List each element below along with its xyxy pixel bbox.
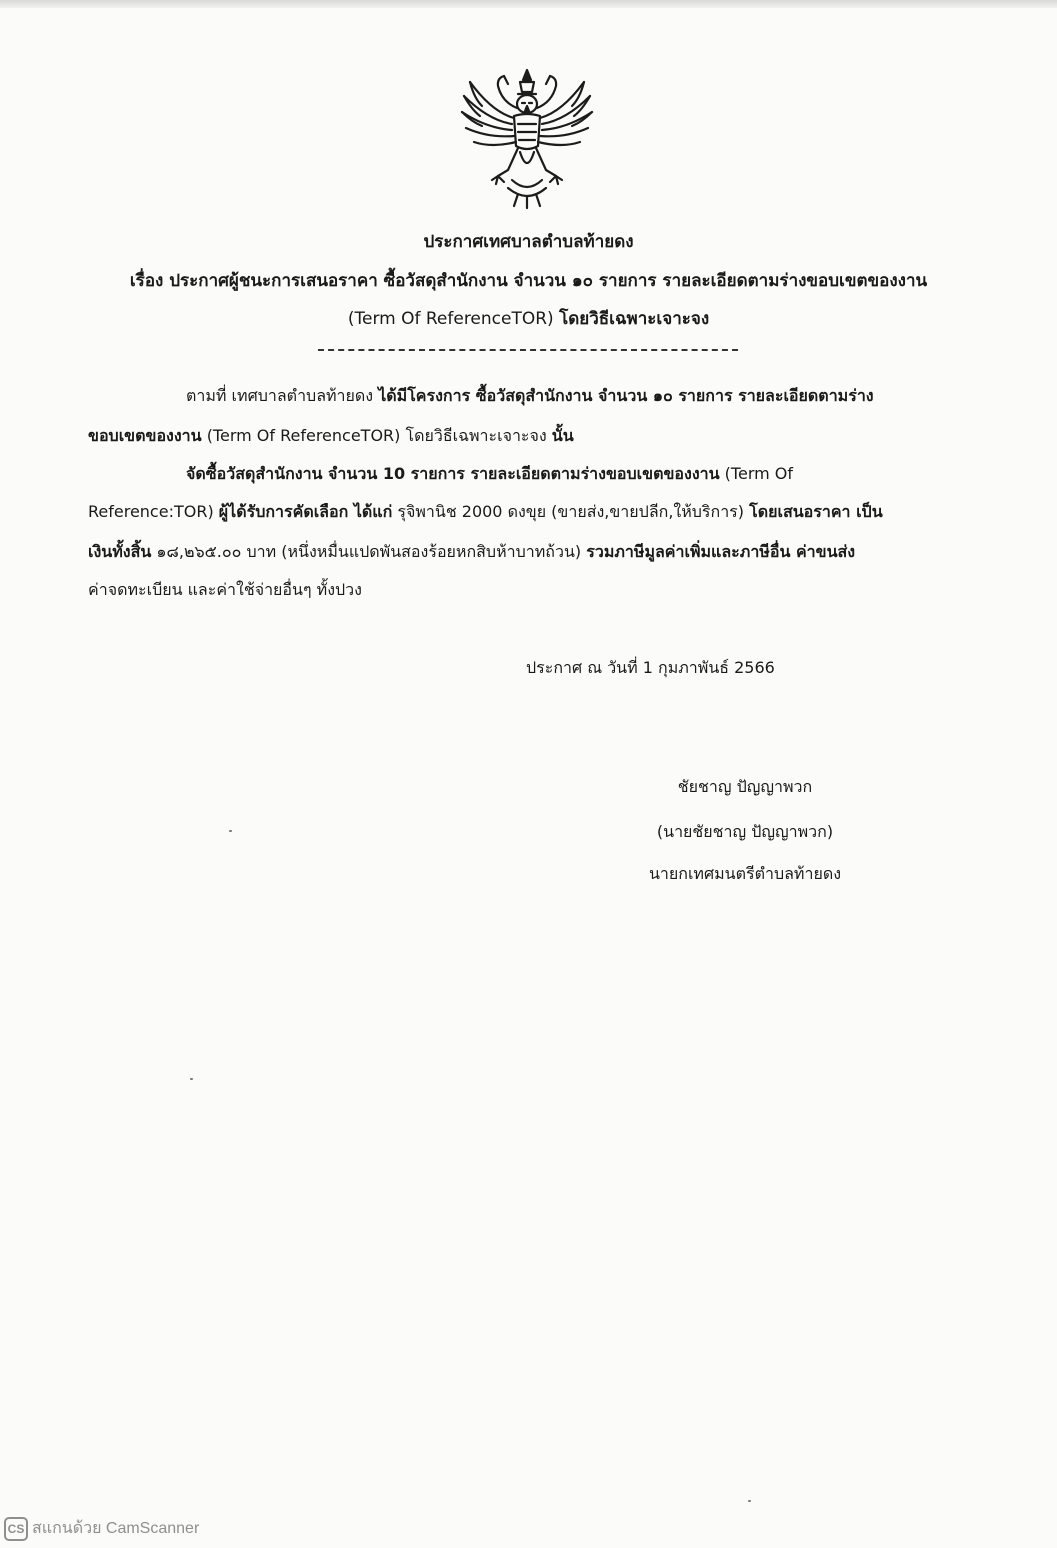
paragraph2-line2 [88,500,883,525]
p2-vendor: รุจิพานิช 2000 ดงขุย (ขายส่ง,ขายปลีก,ให้บริการ) [397,502,745,521]
signatory-position: นายกเทศมนตรีตำบลท้ายดง [648,864,842,883]
scan-top-edge [0,0,1057,8]
announcement-subject-line2 [0,305,1057,332]
subject-tor-text: (Term Of ReferenceTOR) [347,309,554,329]
announcement-title: ประกาศเทศบาลตำบลท้ายดง [423,232,634,252]
printed-name: (นายชัยชาญ ปัญญาพวก) [656,822,834,841]
p2-selected-label: ผู้ได้รับการคัดเลือก ได้แก่ [218,502,393,521]
p1-scope: ขอบเขตของงาน [88,426,202,445]
announcement-date: ประกาศ ณ วันที่ 1 กุมภาพันธ์ 2566 [526,658,775,677]
signed-name: ชัยชาญ ปัญญาพวก [677,777,813,796]
paragraph2-line4: ค่าจดทะเบียน และค่าใช้จ่ายอื่นๆ ทั้งปวง [88,580,362,599]
scan-speck [190,1078,193,1080]
p2-offer-label: โดยเสนอราคา เป็น [749,502,883,521]
p2-amount: ๑๘,๒๖๕.๐๐ บาท (หนึ่งหมื่นแปดพันสองร้อยหกสิบห้าบาทถ้วน) [156,542,582,561]
title-divider [318,349,738,351]
p1-intro: ตามที่ เทศบาลตำบลท้ายดง [186,386,374,405]
p2-reference: Reference:TOR) [88,502,214,521]
paragraph2-line1 [186,462,793,487]
p2-purchase: จัดซื้อวัสดุสำนักงาน จำนวน 10 รายการ รายละเอียดตามร่างขอบเขตของงาน [186,464,720,483]
subject-method-text: โดยวิธีเฉพาะเจาะจง [559,309,710,329]
p2-total-label: เงินทั้งสิ้น [88,542,152,561]
scan-speck [229,830,232,832]
camscanner-text: สแกนด้วย CamScanner [32,1520,200,1537]
camscanner-logo: CS [4,1517,28,1541]
garuda-emblem [452,62,602,212]
announcement-subject: เรื่อง ประกาศผู้ชนะการเสนอราคา ซื้อวัสดุสำนักงาน จำนวน ๑๐ รายการ รายละเอียดตามร่างขอบเขตของงาน [129,271,928,291]
scan-speck [748,1500,751,1502]
p1-end: นั้น [551,426,574,445]
p1-project: ได้มีโครงการ ซื้อวัสดุสำนักงาน จำนวน ๑๐ รายการ รายละเอียดตามร่าง [378,386,874,405]
p2-term-of: (Term Of [724,464,794,483]
paragraph1-line2 [88,424,574,449]
p1-tor: (Term Of ReferenceTOR) โดยวิธีเฉพาะเจาะจง [206,426,547,445]
p2-tax-note: รวมภาษีมูลค่าเพิ่มและภาษีอื่น ค่าขนส่ง [586,542,856,561]
camscanner-footer [4,1516,199,1541]
paragraph1-line1 [186,384,874,409]
paragraph2-line3 [88,540,855,565]
